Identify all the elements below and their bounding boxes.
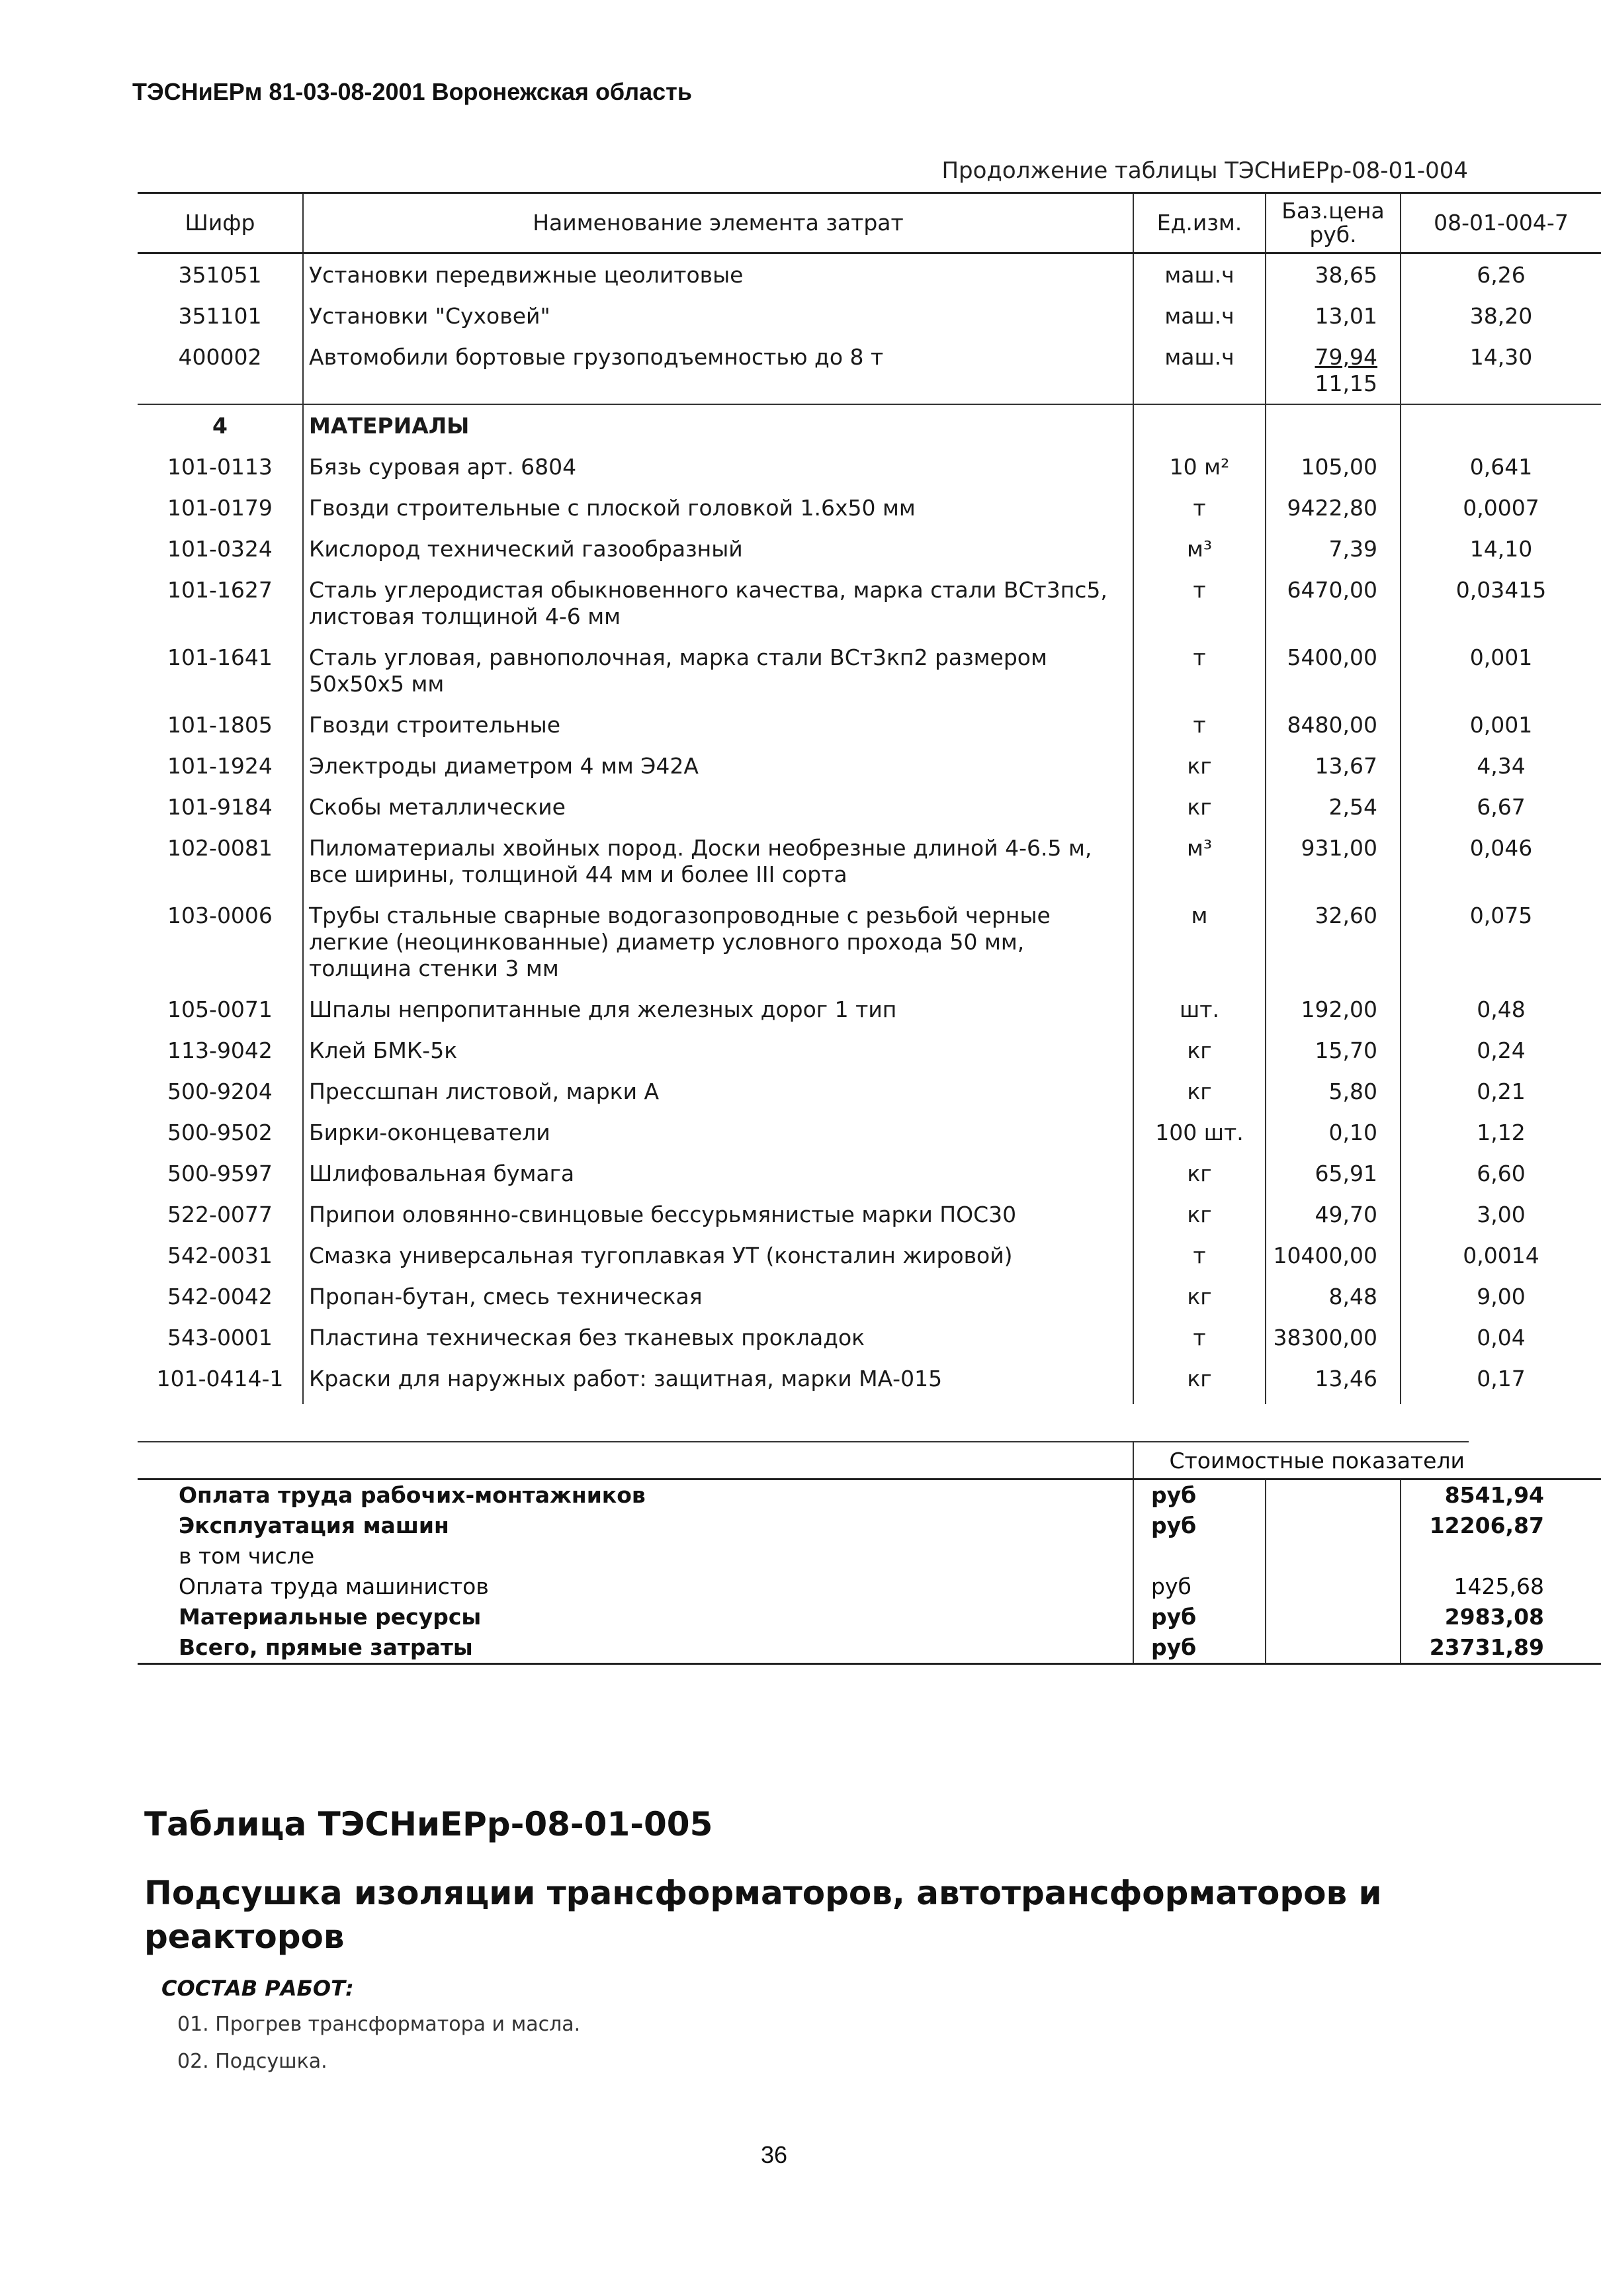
cell-value: 14,10 xyxy=(1469,536,1533,562)
summary-value: 8541,94 xyxy=(1444,1482,1544,1508)
summary-empty xyxy=(1266,1571,1401,1602)
table-row xyxy=(138,1194,1601,1235)
cell-price: 5400,00 xyxy=(1266,637,1401,704)
cell-price: 6470,00 xyxy=(1266,569,1401,637)
cell-code: 351051 xyxy=(138,253,303,296)
cell-price: 13,46 xyxy=(1266,1358,1401,1404)
cell-name: Трубы стальные сварные водогазопроводные с резьбой черные легкие (неоцинкованные) диаметр условного прохода 50 мм, толщина стенки 3 мм xyxy=(303,895,1133,989)
cell-code: 101-0414-1 xyxy=(138,1358,303,1404)
cell-name: Шпалы непропитанные для железных дорог 1 тип xyxy=(303,989,1133,1030)
cell-unit: т xyxy=(1133,637,1266,704)
cell-name: Кислород технический газообразный xyxy=(303,528,1133,569)
cell-unit: т xyxy=(1133,1317,1266,1358)
summary-label: в том числе xyxy=(138,1541,1133,1571)
cost-summary-table xyxy=(138,1478,1601,1665)
cell-price: 10400,00 xyxy=(1266,1235,1401,1276)
summary-empty xyxy=(1266,1541,1401,1571)
cell-price: 9422,80 xyxy=(1266,487,1401,528)
table-row xyxy=(138,1112,1601,1153)
table-row xyxy=(138,569,1601,637)
summary-row xyxy=(138,1571,1601,1602)
cell-unit: маш.ч xyxy=(1133,253,1266,296)
cell-unit: 10 м² xyxy=(1133,446,1266,487)
cell-price: 931,00 xyxy=(1266,827,1401,895)
cell-value: 6,26 xyxy=(1477,262,1526,288)
cell-unit: кг xyxy=(1133,1071,1266,1112)
cell-unit: т xyxy=(1133,569,1266,637)
table-row xyxy=(138,1276,1601,1317)
column-header-code: Шифр xyxy=(138,193,303,253)
cell-price: 105,00 xyxy=(1266,446,1401,487)
summary-row xyxy=(138,1479,1601,1511)
cell-name: Краски для наружных работ: защитная, марки МА-015 xyxy=(303,1358,1133,1404)
cell-code: 102-0081 xyxy=(138,827,303,895)
summary-empty xyxy=(1266,1632,1401,1664)
cell-value: 0,046 xyxy=(1469,835,1533,861)
cell-code: 400002 xyxy=(138,336,303,404)
summary-value: 1425,68 xyxy=(1453,1573,1544,1599)
cell-unit: кг xyxy=(1133,1153,1266,1194)
summary-empty xyxy=(1266,1602,1401,1632)
cell-price: 13,67 xyxy=(1266,745,1401,786)
summary-unit: руб xyxy=(1133,1571,1266,1602)
summary-row xyxy=(138,1541,1601,1571)
table-row xyxy=(138,336,1601,404)
cell-price: 7,39 xyxy=(1266,528,1401,569)
summary-row xyxy=(138,1632,1601,1664)
cell-price: 0,10 xyxy=(1266,1112,1401,1153)
cell-unit: т xyxy=(1133,487,1266,528)
summary-label: Материальные ресурсы xyxy=(138,1602,1133,1632)
cell-price xyxy=(1266,404,1401,446)
cell-name: Электроды диаметром 4 мм Э42А xyxy=(303,745,1133,786)
cell-name: Установки передвижные цеолитовые xyxy=(303,253,1133,296)
cell-code: 101-1627 xyxy=(138,569,303,637)
cell-code: 101-1924 xyxy=(138,745,303,786)
cell-name: Припои оловянно-свинцовые бессурьмянистые марки ПОС30 xyxy=(303,1194,1133,1235)
cell-unit xyxy=(1133,404,1266,446)
cell-name: Гвозди строительные с плоской головкой 1.6х50 мм xyxy=(303,487,1133,528)
price-primary: 79,94 xyxy=(1315,344,1377,370)
cell-unit: кг xyxy=(1133,1194,1266,1235)
cell-value: 0,21 xyxy=(1477,1079,1526,1104)
cell-name: МАТЕРИАЛЫ xyxy=(303,404,1133,446)
summary-unit: руб xyxy=(1133,1632,1266,1664)
cell-code: 351101 xyxy=(138,295,303,336)
summary-label: Оплата труда машинистов xyxy=(138,1571,1133,1602)
table-row xyxy=(138,827,1601,895)
cost-row-divider xyxy=(1133,1442,1134,1479)
cell-name: Скобы металлические xyxy=(303,786,1133,827)
cell-value: 1,12 xyxy=(1477,1120,1526,1145)
cell-price: 15,70 xyxy=(1266,1030,1401,1071)
table-row xyxy=(138,487,1601,528)
cell-price: 49,70 xyxy=(1266,1194,1401,1235)
cell-value: 0,24 xyxy=(1477,1038,1526,1063)
summary-row xyxy=(138,1602,1601,1632)
cell-value: 0,48 xyxy=(1477,996,1526,1022)
cell-unit: 100 шт. xyxy=(1133,1112,1266,1153)
cell-unit: м³ xyxy=(1133,528,1266,569)
summary-value: 2983,08 xyxy=(1444,1604,1544,1630)
cell-price: 2,54 xyxy=(1266,786,1401,827)
cost-indicators-row xyxy=(138,1441,1469,1479)
cell-unit: маш.ч xyxy=(1133,336,1266,404)
cell-unit: кг xyxy=(1133,1358,1266,1404)
cell-name: Сталь угловая, равнополочная, марка стали ВСт3кп2 размером 50х50х5 мм xyxy=(303,637,1133,704)
column-header-unit: Ед.изм. xyxy=(1133,193,1266,253)
cell-code: 101-1805 xyxy=(138,704,303,745)
table-row xyxy=(138,295,1601,336)
summary-unit xyxy=(1133,1541,1266,1571)
cell-code: 500-9597 xyxy=(138,1153,303,1194)
table-row xyxy=(138,253,1601,296)
table-row xyxy=(138,1317,1601,1358)
summary-unit: руб xyxy=(1133,1511,1266,1541)
cell-unit: кг xyxy=(1133,1276,1266,1317)
next-table-subtitle: Подсушка изоляции трансформаторов, автотрансформаторов и реакторов xyxy=(144,1874,1382,1956)
cell-value: 0,0007 xyxy=(1463,495,1539,521)
cost-indicators-caption: Стоимостные показатели xyxy=(1169,1448,1465,1474)
cell-name: Гвозди строительные xyxy=(303,704,1133,745)
summary-empty xyxy=(1266,1511,1401,1541)
table-row xyxy=(138,704,1601,745)
cell-price: 13,01 xyxy=(1266,295,1401,336)
cell-value: 4,34 xyxy=(1477,753,1526,779)
cell-name: Пропан-бутан, смесь техническая xyxy=(303,1276,1133,1317)
price-secondary: 11,15 xyxy=(1315,371,1377,396)
table-row xyxy=(138,404,1601,446)
table-header-row xyxy=(138,193,1601,253)
cell-value xyxy=(1401,404,1601,446)
cell-unit: м xyxy=(1133,895,1266,989)
table-row xyxy=(138,528,1601,569)
summary-label: Эксплуатация машин xyxy=(138,1511,1133,1541)
table-row xyxy=(138,786,1601,827)
cell-unit: шт. xyxy=(1133,989,1266,1030)
cell-code: 103-0006 xyxy=(138,895,303,989)
page-number: 36 xyxy=(760,2141,788,2168)
cell-name: Пиломатериалы хвойных пород. Доски необрезные длиной 4-6.5 м, все ширины, толщиной 44 мм и более III сорта xyxy=(303,827,1133,895)
column-header-price: Баз.цена руб. xyxy=(1266,193,1401,253)
resource-table xyxy=(138,192,1601,1404)
cell-value: 0,001 xyxy=(1469,644,1533,670)
summary-value: 23731,89 xyxy=(1429,1634,1544,1660)
table-row xyxy=(138,1030,1601,1071)
cell-name: Бирки-оконцеватели xyxy=(303,1112,1133,1153)
cell-price: 8480,00 xyxy=(1266,704,1401,745)
table-row xyxy=(138,637,1601,704)
table-row xyxy=(138,1235,1601,1276)
cell-name: Шлифовальная бумага xyxy=(303,1153,1133,1194)
cell-code: 105-0071 xyxy=(138,989,303,1030)
table-row xyxy=(138,1358,1601,1404)
cell-code: 500-9204 xyxy=(138,1071,303,1112)
cell-value: 0,001 xyxy=(1469,712,1533,738)
cell-price: 38300,00 xyxy=(1266,1317,1401,1358)
cell-value: 9,00 xyxy=(1477,1284,1526,1309)
cell-unit: м³ xyxy=(1133,827,1266,895)
works-composition-title: СОСТАВ РАБОТ: xyxy=(161,1976,354,2001)
cell-price xyxy=(1266,336,1401,404)
cell-value: 6,60 xyxy=(1477,1161,1526,1186)
cell-value: 0,04 xyxy=(1477,1325,1526,1350)
cell-price: 32,60 xyxy=(1266,895,1401,989)
next-table-title: Таблица ТЭСНиЕРр-08-01-005 xyxy=(144,1805,713,1843)
cell-value: 38,20 xyxy=(1469,303,1533,329)
summary-label: Всего, прямые затраты xyxy=(138,1632,1133,1664)
cell-code: 542-0031 xyxy=(138,1235,303,1276)
cell-code: 113-9042 xyxy=(138,1030,303,1071)
cell-value: 14,30 xyxy=(1469,344,1533,370)
table-row xyxy=(138,745,1601,786)
cell-price: 5,80 xyxy=(1266,1071,1401,1112)
cell-unit: т xyxy=(1133,1235,1266,1276)
cell-unit: кг xyxy=(1133,745,1266,786)
table-row xyxy=(138,989,1601,1030)
document-header: ТЭСНиЕРм 81-03-08-2001 Воронежская область xyxy=(132,78,692,105)
cell-name: Прессшпан листовой, марки А xyxy=(303,1071,1133,1112)
summary-empty xyxy=(1266,1479,1401,1511)
table-row xyxy=(138,895,1601,989)
summary-row xyxy=(138,1511,1601,1541)
cell-value: 6,67 xyxy=(1477,794,1526,820)
cell-name: Сталь углеродистая обыкновенного качества, марка стали ВСт3пс5, листовая толщиной 4-6 мм xyxy=(303,569,1133,637)
column-header-name: Наименование элемента затрат xyxy=(303,193,1133,253)
cell-code: 101-0179 xyxy=(138,487,303,528)
cell-code: 542-0042 xyxy=(138,1276,303,1317)
table-row xyxy=(138,1071,1601,1112)
cell-name: Пластина техническая без тканевых прокладок xyxy=(303,1317,1133,1358)
summary-label: Оплата труда рабочих-монтажников xyxy=(138,1479,1133,1511)
cell-value: 0,641 xyxy=(1469,454,1533,480)
cell-name: Смазка универсальная тугоплавкая УТ (консталин жировой) xyxy=(303,1235,1133,1276)
column-header-norm: 08-01-004-7 xyxy=(1401,193,1601,253)
cell-unit: т xyxy=(1133,704,1266,745)
summary-unit: руб xyxy=(1133,1479,1266,1511)
cell-value: 0,17 xyxy=(1477,1366,1526,1391)
cell-name: Клей БМК-5к xyxy=(303,1030,1133,1071)
cell-unit: кг xyxy=(1133,1030,1266,1071)
cell-name: Бязь суровая арт. 6804 xyxy=(303,446,1133,487)
cell-name: Установки "Суховей" xyxy=(303,295,1133,336)
cell-code: 543-0001 xyxy=(138,1317,303,1358)
cell-unit: маш.ч xyxy=(1133,295,1266,336)
table-continuation-caption: Продолжение таблицы ТЭСНиЕРр-08-01-004 xyxy=(941,157,1468,184)
summary-unit: руб xyxy=(1133,1602,1266,1632)
cell-price: 8,48 xyxy=(1266,1276,1401,1317)
cell-value: 3,00 xyxy=(1477,1202,1526,1227)
summary-value xyxy=(1401,1541,1601,1571)
cell-code: 101-0324 xyxy=(138,528,303,569)
cell-code: 500-9502 xyxy=(138,1112,303,1153)
cell-price: 38,65 xyxy=(1266,253,1401,296)
cell-value: 0,03415 xyxy=(1455,577,1547,603)
cell-price: 65,91 xyxy=(1266,1153,1401,1194)
work-item: 02. Подсушка. xyxy=(177,2050,327,2073)
cell-code: 101-9184 xyxy=(138,786,303,827)
cell-value: 0,0014 xyxy=(1463,1243,1539,1268)
cell-unit: кг xyxy=(1133,786,1266,827)
cell-code: 522-0077 xyxy=(138,1194,303,1235)
cell-code: 101-0113 xyxy=(138,446,303,487)
table-row xyxy=(138,1153,1601,1194)
cell-code: 101-1641 xyxy=(138,637,303,704)
cell-value: 0,075 xyxy=(1469,903,1533,928)
cell-code: 4 xyxy=(138,404,303,446)
table-row xyxy=(138,446,1601,487)
cell-name: Автомобили бортовые грузоподъемностью до 8 т xyxy=(303,336,1133,404)
summary-value: 12206,87 xyxy=(1429,1513,1544,1538)
work-item: 01. Прогрев трансформатора и масла. xyxy=(177,2013,581,2036)
cell-price: 192,00 xyxy=(1266,989,1401,1030)
